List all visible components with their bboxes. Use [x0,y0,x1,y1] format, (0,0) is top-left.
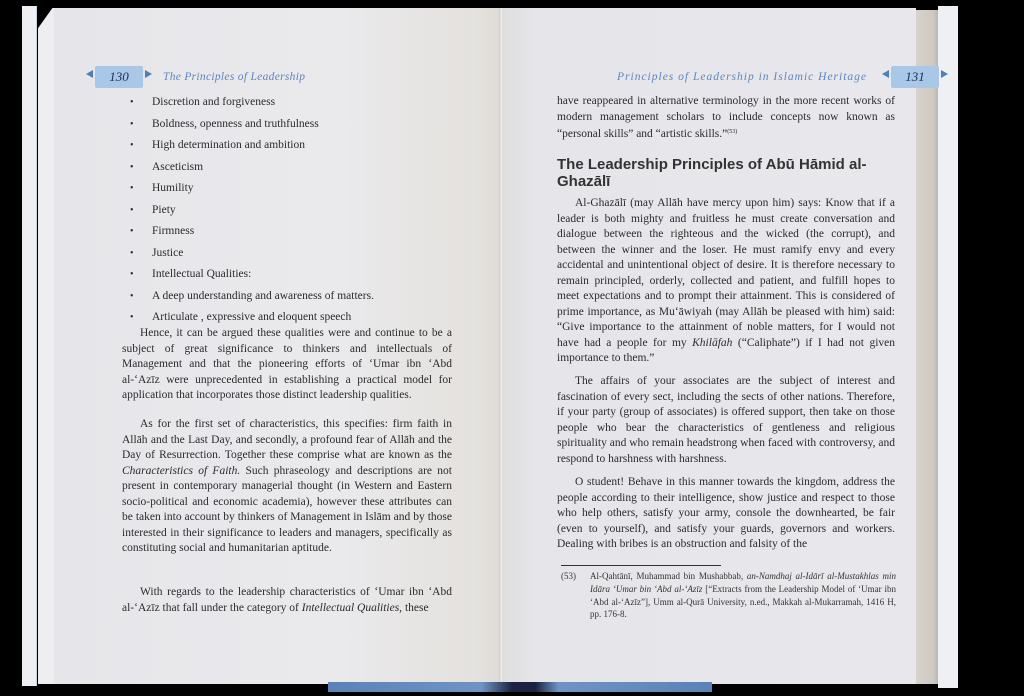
list-item: • Articulate , expressive and eloquent speech [130,307,470,329]
list-item: • Boldness, openness and truthfulness [130,114,470,136]
list-item: • Discretion and forgiveness [130,92,470,114]
list-item: • A deep understanding and awareness of matters. [130,286,470,308]
qualities-list [130,92,470,329]
footnote-text: Al-Qahtānī, Muhammad bin Mushabbab, an-Namdhaj al-Idārī al-Mustakhlas min Idāra ‘Umar bin ‘Abd al-‘Azīz [“Extracts from the Leadership Model of ‘Umar ibn ‘Abd al-‘Azīz”], Umm al-Qurā University, n.ed., Makkah al-Mukarramah, 1416 H, pp. 176-8. [590,571,897,620]
body-paragraph: The affairs of your associates are the subject of interest and fascination of every sect, including the sects of other nations. Therefore, if your party (group of associates) is offered support, then take on those people who bear the characteristics of gentleness and religious spirituality and who remain headstrong when faced with controversy, and respond to harshness with harshness. [557,375,895,465]
page-number-badge [891,66,939,88]
page-number: 131 [905,69,925,84]
body-paragraph: With regards to the leadership characteristics of ‘Umar ibn ‘Abd al-‘Azīz that fall under the category of Intellectual Qualities, these [122,586,452,614]
list-item: • High determination and ambition [130,135,470,157]
page-number: 130 [109,69,129,84]
right-cover-edge [938,6,958,688]
body-paragraph: have reappeared in alternative terminology in the more recent works of modern management scholars to include concepts now known as “personal skills” and “artistic skills.”$^{(53)}$ [557,95,895,140]
book-cover-bottom [328,682,712,692]
list-item: • Firmness [130,221,470,243]
list-item: • Asceticism [130,157,470,179]
list-item: • Intellectual Qualities: [130,264,470,286]
left-page-edge [22,6,37,686]
running-head-title: The Principles of Leadership [163,71,306,83]
running-head-title: Principles of Leadership in Islamic Heritage [617,71,868,83]
footnote-ref[interactable]: (53) [727,129,738,135]
footnote-divider [561,565,721,566]
list-item: • Piety [130,200,470,222]
left-running-head [95,66,305,88]
body-paragraph: Al-Ghazālī (may Allāh have mercy upon him) says: Know that if a leader is both mighty and fruitless he must create conversation and dialogue between the righteous and the wicked (the corrupt), and between the winner and the loser. He must ramify envy and every accidental and unintentional object of desire. It is therefore necessary to remain principled, orderly, collected and patient, and fulfill hopes to meet expectations and to prompt their attainment. This is considered of prime importance, as Mu‘āwiyah (may Allāh be pleased with him) said: “Give importance to the attainment of noble matters, for I would not have had a people for my Khilāfah (“Caliphate”) if I had not given importance to them.” [557,197,895,364]
list-item: • Justice [130,243,470,265]
page-number-badge [95,66,143,88]
section-heading: The Leadership Principles of Abū Hāmid al-Ghazālī [557,156,867,190]
right-running-head [617,66,939,88]
footnote [561,570,896,621]
footnote-number: (53) [561,571,576,581]
body-paragraph: Hence, it can be argued these qualities were and continue to be a subject of great significance to thinkers and intellectuals of Management and that the pioneering efforts of ‘Umar ibn ‘Abd al-‘Azīz were unprecedented in establishing a practical model for application that incorporates those distinct leadership qualities. [122,327,452,401]
right-page-stack [916,10,938,684]
body-paragraph: As for the first set of characteristics, this specifies: firm faith in Allāh and the Last Day, and secondly, a profound fear of Allāh and the Day of Resurrection. Together these comprise what are known as the Characteristics of Faith. Such phraseology and descriptions are not present in contemporary managerial thought (in Western and Eastern socio-political and economic academia), however these attributes can be taken into account by thinkers of Management in Islām and by those interested in their significance to leaders and managers, specifically as constituting social and humanitarian aptitude. [122,418,453,554]
list-item: • Humility [130,178,470,200]
body-paragraph: O student! Behave in this manner towards the kingdom, address the people according to their intelligence, show justice and respect to those who help others, satisfy your army, console the downhearted, be fair (even to yourself), and satisfy your guards, governors and workers. Dealing with bribes is an obstruction and falsity of the [557,476,895,550]
